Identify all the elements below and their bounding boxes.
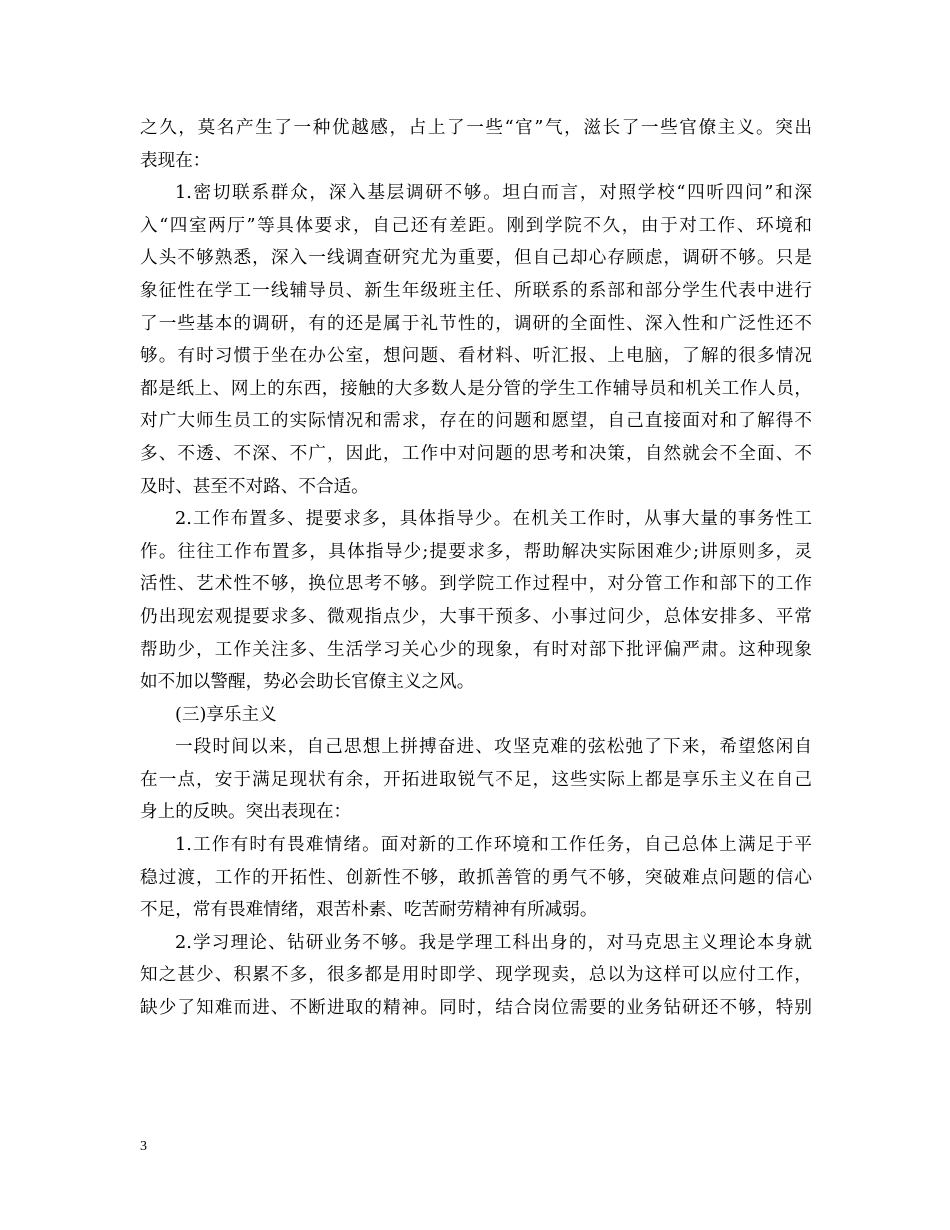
text-line: 稳过渡，工作的开拓性、创新性不够，敢抓善管的勇气不够，突破难点问题的信心 — [140, 867, 812, 888]
page-number: 3 — [140, 1139, 147, 1154]
text-line: 人头不够熟悉，深入一线调查研究尤为重要，但自己却心存顾虑，调研不够。只是 — [140, 248, 812, 269]
body-text — [140, 112, 812, 1025]
text-line: 入“四室两厅”等具体要求，自己还有差距。刚到学院不久，由于对工作、环境和 — [140, 215, 812, 236]
text-line: 及时、甚至不对路、不合适。 — [140, 476, 369, 497]
text-line: 帮助少，工作关注多、生活学习关心少的现象，有时对部下批评偏严肃。这种现象 — [140, 639, 812, 660]
text-line: 在一点，安于满足现状有余，开拓进取锐气不足，这些实际上都是享乐主义在自己 — [140, 769, 812, 790]
text-line: 1.密切联系群众，深入基层调研不够。坦白而言，对照学校“四听四问”和深 — [175, 183, 812, 204]
section-heading: (三)享乐主义 — [175, 704, 277, 725]
text-line: 一段时间以来，自己思想上拼搏奋进、攻坚克难的弦松弛了下来，希望悠闲自 — [175, 737, 812, 758]
text-line: 1.工作有时有畏难情绪。面对新的工作环境和工作任务，自己总体上满足于平 — [175, 835, 812, 856]
text-line: 表现在： — [140, 150, 211, 171]
text-line: 了一些基本的调研，有的还是属于礼节性的，调研的全面性、深入性和广泛性还不 — [140, 313, 812, 334]
text-line: 知之甚少、积累不多，很多都是用时即学、现学现卖，总以为这样可以应付工作， — [140, 965, 812, 986]
text-line: 不足，常有畏难情绪，艰苦朴素、吃苦耐劳精神有所减弱。 — [140, 900, 598, 921]
text-line: 仍出现宏观提要求多、微观指点少，大事干预多、小事过问少，总体安排多、平常 — [140, 606, 812, 627]
text-line: 对广大师生员工的实际情况和需求，存在的问题和愿望，自己直接面对和了解得不 — [140, 411, 812, 432]
text-line: 象征性在学工一线辅导员、新生年级班主任、所联系的系部和部分学生代表中进行 — [140, 280, 812, 301]
text-line: 如不加以警醒，势必会助长官僚主义之风。 — [140, 672, 475, 693]
text-line: 2.工作布置多、提要求多，具体指导少。在机关工作时，从事大量的事务性工 — [175, 509, 812, 530]
text-line: 缺少了知难而进、不断进取的精神。同时，结合岗位需要的业务钻研还不够，特别 — [140, 998, 812, 1019]
text-line: 身上的反映。突出表现在： — [140, 802, 352, 823]
text-line: 多、不透、不深、不广，因此，工作中对问题的思考和决策，自然就会不全面、不 — [140, 443, 812, 464]
text-line: 都是纸上、网上的东西，接触的大多数人是分管的学生工作辅导员和机关工作人员， — [140, 378, 812, 399]
text-line: 够。有时习惯于坐在办公室，想问题、看材料、听汇报、上电脑，了解的很多情况 — [140, 346, 812, 367]
text-line: 2.学习理论、钻研业务不够。我是学理工科出身的，对马克思主义理论本身就 — [175, 932, 812, 953]
text-line: 作。往往工作布置多，具体指导少;提要求多，帮助解决实际困难少;讲原则多，灵 — [140, 541, 812, 562]
text-line: 之久，莫名产生了一种优越感，占上了一些“官”气，滋长了一些官僚主义。突出 — [140, 118, 812, 138]
text-line: 活性、艺术性不够，换位思考不够。到学院工作过程中，对分管工作和部下的工作 — [140, 574, 812, 595]
